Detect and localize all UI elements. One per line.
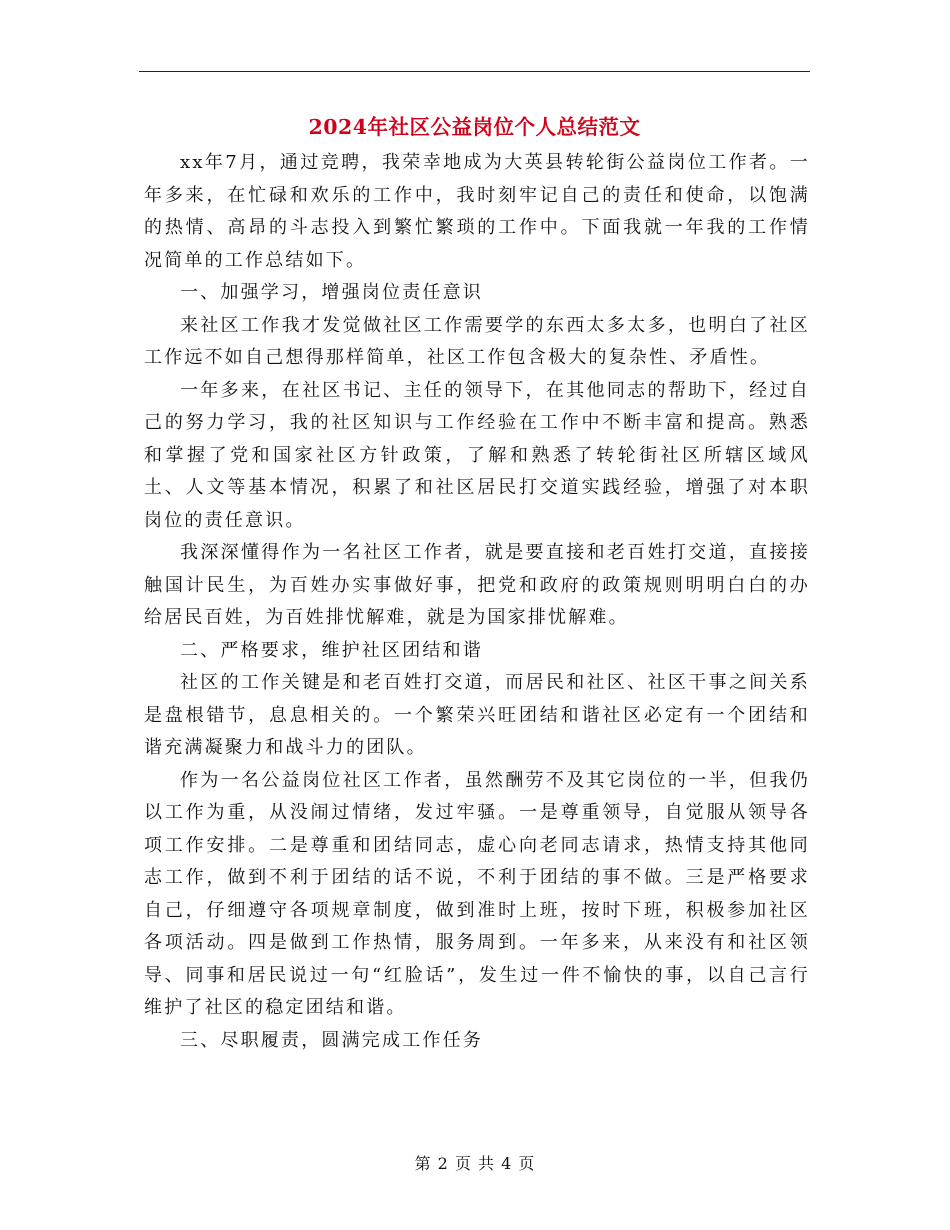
document-body (144, 147, 810, 1057)
paragraph: 来社区工作我才发觉做社区工作需要学的东西太多太多，也明白了社区工作远不如自己想得那样简单，社区工作包含极大的复杂性、矛盾性。 (144, 314, 810, 368)
section-heading-3: 三、尽职履责，圆满完成工作任务 (180, 1029, 483, 1051)
header-rule (139, 71, 810, 72)
document-title: 2024年社区公益岗位个人总结范文 (308, 115, 641, 139)
paragraph-intro: xx年7月，通过竞聘，我荣幸地成为大英县转轮街公益岗位工作者。一年多来，在忙碌和欢乐的工作中，我时刻牢记自己的责任和使命，以饱满的热情、高昂的斗志投入到繁忙繁琐的工作中。下面我就一年我的工作情况简单的工作总结如下。 (144, 152, 810, 271)
paragraph: 我深深懂得作为一名社区工作者，就是要直接和老百姓打交道，直接接触国计民生，为百姓办实事做好事，把党和政府的政策规则明明白白的办给居民百姓，为百姓排忧解难，就是为国家排忧解难。 (144, 542, 810, 628)
paragraph: 作为一名公益岗位社区工作者，虽然酬劳不及其它岗位的一半，但我仍以工作为重，从没闹过情绪，发过牢骚。一是尊重领导，自觉服从领导各项工作安排。二是尊重和团结同志，虚心向老同志请求，热情支持其他同志工作，做到不利于团结的话不说，不利于团结的事不做。三是严格要求自己，仔细遵守各项规章制度，做到准时上班，按时下班，积极参加社区各项活动。四是做到工作热情，服务周到。一年多来，从来没有和社区领导、同事和居民说过一句“红脸话”，发生过一件不愉快的事，以自己言行维护了社区的稳定团结和谐。 (144, 769, 810, 1018)
page-footer: 第 2 页 共 4 页 (414, 1154, 536, 1173)
paragraph: 社区的工作关键是和老百姓打交道，而居民和社区、社区干事之间关系是盘根错节，息息相关的。一个繁荣兴旺团结和谐社区必定有一个团结和谐充满凝聚力和战斗力的团队。 (144, 672, 810, 758)
paragraph: 一年多来，在社区书记、主任的领导下，在其他同志的帮助下，经过自己的努力学习，我的社区知识与工作经验在工作中不断丰富和提高。熟悉和掌握了党和国家社区方针政策，了解和熟悉了转轮街社区所辖区域风土、人文等基本情况，积累了和社区居民打交道实践经验，增强了对本职岗位的责任意识。 (144, 379, 810, 531)
section-heading-2: 二、严格要求，维护社区团结和谐 (180, 639, 483, 661)
section-heading-1: 一、加强学习，增强岗位责任意识 (180, 282, 483, 303)
